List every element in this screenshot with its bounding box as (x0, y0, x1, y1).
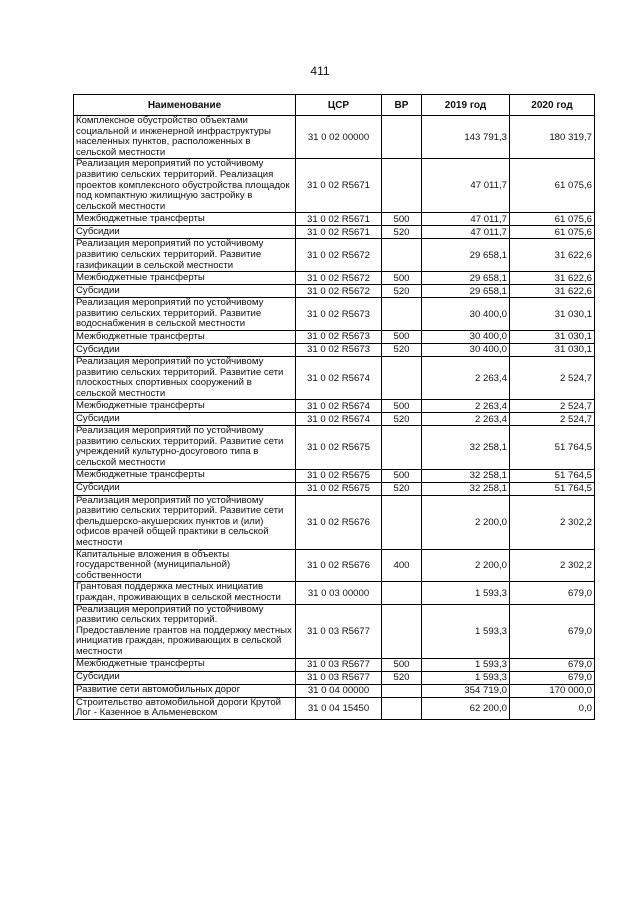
cell-2020: 51 764,5 (510, 482, 595, 495)
cell-vr: 520 (382, 482, 422, 495)
cell-csr: 31 0 02 R5671 (296, 213, 382, 226)
cell-name: Субсидии (74, 343, 296, 356)
cell-csr: 31 0 02 R5676 (296, 495, 382, 549)
cell-csr: 31 0 02 R5672 (296, 272, 382, 285)
header-2020: 2020 год (510, 95, 595, 116)
table-row (74, 671, 595, 684)
table-row (74, 469, 595, 482)
table-row (74, 495, 595, 549)
cell-vr: 520 (382, 671, 422, 684)
cell-vr (382, 356, 422, 399)
table-row (74, 343, 595, 356)
cell-vr: 520 (382, 226, 422, 239)
table-row (74, 330, 595, 343)
cell-vr (382, 159, 422, 213)
cell-csr: 31 0 02 R5672 (296, 285, 382, 298)
cell-vr: 500 (382, 469, 422, 482)
cell-2020: 2 302,2 (510, 495, 595, 549)
cell-2020: 679,0 (510, 582, 595, 604)
cell-name: Субсидии (74, 482, 296, 495)
cell-2019: 29 658,1 (422, 272, 510, 285)
table-body (74, 116, 595, 720)
cell-2020: 61 075,6 (510, 226, 595, 239)
cell-2020: 170 000,0 (510, 684, 595, 697)
cell-2019: 1 593,3 (422, 658, 510, 671)
cell-name: Субсидии (74, 226, 296, 239)
cell-name: Реализация мероприятий по устойчивому развитию сельских территорий. Реализация проектов комплексного обустройства площадок под компактную жилищную застройку в сельской местности (74, 159, 296, 213)
cell-2019: 62 200,0 (422, 697, 510, 719)
cell-csr: 31 0 02 R5672 (296, 239, 382, 272)
cell-csr: 31 0 03 R5677 (296, 671, 382, 684)
cell-vr: 400 (382, 549, 422, 582)
cell-2019: 32 258,1 (422, 469, 510, 482)
cell-2020: 51 764,5 (510, 469, 595, 482)
cell-name: Реализация мероприятий по устойчивому развитию сельских территорий. Развитие сети учреждений культурно-досугового типа в сельской местности (74, 426, 296, 469)
cell-name: Развитие сети автомобильных дорог (74, 684, 296, 697)
table-row (74, 658, 595, 671)
table-row (74, 413, 595, 426)
budget-table (73, 94, 595, 720)
table-row (74, 482, 595, 495)
cell-csr: 31 0 02 R5675 (296, 482, 382, 495)
cell-vr: 500 (382, 400, 422, 413)
cell-vr: 500 (382, 213, 422, 226)
cell-name: Межбюджетные трансферты (74, 330, 296, 343)
cell-name: Реализация мероприятий по устойчивому развитию сельских территорий. Развитие водоснабжения в сельской местности (74, 298, 296, 331)
page-number: 411 (310, 64, 330, 78)
cell-vr (382, 582, 422, 604)
cell-2020: 51 764,5 (510, 426, 595, 469)
cell-2020: 61 075,6 (510, 213, 595, 226)
table-header-row (74, 95, 595, 116)
cell-vr (382, 697, 422, 719)
cell-2019: 30 400,0 (422, 343, 510, 356)
cell-name: Субсидии (74, 671, 296, 684)
cell-csr: 31 0 04 00000 (296, 684, 382, 697)
cell-csr: 31 0 02 R5671 (296, 226, 382, 239)
cell-2019: 47 011,7 (422, 213, 510, 226)
header-name: Наименование (74, 95, 296, 116)
cell-name: Реализация мероприятий по устойчивому развитию сельских территорий. Предоставление грантов на поддержку местных инициатив граждан, проживающих в сельской местности (74, 604, 296, 658)
cell-2020: 0,0 (510, 697, 595, 719)
cell-2019: 2 263,4 (422, 413, 510, 426)
cell-2019: 2 200,0 (422, 495, 510, 549)
cell-vr: 520 (382, 285, 422, 298)
table-row (74, 684, 595, 697)
table-row (74, 356, 595, 399)
cell-2019: 32 258,1 (422, 426, 510, 469)
cell-vr (382, 426, 422, 469)
cell-2020: 180 319,7 (510, 116, 595, 159)
cell-2019: 29 658,1 (422, 239, 510, 272)
cell-csr: 31 0 02 R5673 (296, 330, 382, 343)
cell-2019: 47 011,7 (422, 226, 510, 239)
cell-2019: 354 719,0 (422, 684, 510, 697)
cell-2019: 30 400,0 (422, 298, 510, 331)
cell-name: Межбюджетные трансферты (74, 469, 296, 482)
cell-name: Строительство автомобильной дороги Крутой Лог - Казенное в Альменевском (74, 697, 296, 719)
cell-csr: 31 0 03 R5677 (296, 604, 382, 658)
cell-csr: 31 0 03 00000 (296, 582, 382, 604)
cell-csr: 31 0 02 R5674 (296, 400, 382, 413)
cell-csr: 31 0 02 R5675 (296, 469, 382, 482)
cell-2020: 2 524,7 (510, 413, 595, 426)
cell-2020: 2 302,2 (510, 549, 595, 582)
cell-name: Реализация мероприятий по устойчивому развитию сельских территорий. Развитие сети фельдшерско-акушерских пунктов и (или) офисов врачей общей практики в сельской местности (74, 495, 296, 549)
cell-vr: 500 (382, 330, 422, 343)
cell-name: Капитальные вложения в объекты государственной (муниципальной) собственности (74, 549, 296, 582)
cell-2020: 679,0 (510, 658, 595, 671)
cell-csr: 31 0 02 R5674 (296, 356, 382, 399)
cell-2019: 143 791,3 (422, 116, 510, 159)
cell-name: Реализация мероприятий по устойчивому развитию сельских территорий. Развитие газификации в сельской местности (74, 239, 296, 272)
table-row (74, 159, 595, 213)
cell-vr (382, 684, 422, 697)
cell-2020: 31 030,1 (510, 298, 595, 331)
cell-2020: 2 524,7 (510, 356, 595, 399)
cell-2020: 61 075,6 (510, 159, 595, 213)
cell-vr (382, 495, 422, 549)
table-row (74, 400, 595, 413)
table-row (74, 604, 595, 658)
cell-2019: 30 400,0 (422, 330, 510, 343)
cell-2019: 2 200,0 (422, 549, 510, 582)
table-row (74, 298, 595, 331)
cell-vr: 520 (382, 413, 422, 426)
cell-2019: 47 011,7 (422, 159, 510, 213)
cell-csr: 31 0 02 00000 (296, 116, 382, 159)
table-row (74, 697, 595, 719)
cell-vr (382, 604, 422, 658)
header-2019: 2019 год (422, 95, 510, 116)
table-row (74, 213, 595, 226)
cell-csr: 31 0 02 R5673 (296, 298, 382, 331)
cell-2020: 31 622,6 (510, 239, 595, 272)
cell-2020: 31 622,6 (510, 272, 595, 285)
cell-2019: 29 658,1 (422, 285, 510, 298)
cell-2020: 2 524,7 (510, 400, 595, 413)
cell-2020: 31 622,6 (510, 285, 595, 298)
cell-name: Субсидии (74, 413, 296, 426)
cell-vr: 520 (382, 343, 422, 356)
cell-2019: 2 263,4 (422, 356, 510, 399)
cell-2019: 1 593,3 (422, 671, 510, 684)
cell-vr (382, 239, 422, 272)
cell-name: Межбюджетные трансферты (74, 658, 296, 671)
cell-csr: 31 0 02 R5673 (296, 343, 382, 356)
cell-name: Грантовая поддержка местных инициатив граждан, проживающих в сельской местности (74, 582, 296, 604)
cell-vr: 500 (382, 272, 422, 285)
cell-2020: 679,0 (510, 604, 595, 658)
table-row (74, 426, 595, 469)
header-csr: ЦСР (296, 95, 382, 116)
cell-vr (382, 298, 422, 331)
cell-2020: 31 030,1 (510, 330, 595, 343)
cell-2020: 679,0 (510, 671, 595, 684)
header-vr: ВР (382, 95, 422, 116)
table-row (74, 582, 595, 604)
cell-name: Субсидии (74, 285, 296, 298)
cell-2019: 1 593,3 (422, 582, 510, 604)
cell-name: Межбюджетные трансферты (74, 400, 296, 413)
cell-2019: 2 263,4 (422, 400, 510, 413)
cell-csr: 31 0 02 R5674 (296, 413, 382, 426)
cell-name: Межбюджетные трансферты (74, 213, 296, 226)
cell-csr: 31 0 02 R5675 (296, 426, 382, 469)
table-row (74, 285, 595, 298)
cell-vr (382, 116, 422, 159)
table-row (74, 549, 595, 582)
cell-name: Межбюджетные трансферты (74, 272, 296, 285)
cell-2019: 1 593,3 (422, 604, 510, 658)
table-row (74, 239, 595, 272)
cell-csr: 31 0 04 15450 (296, 697, 382, 719)
cell-2020: 31 030,1 (510, 343, 595, 356)
cell-vr: 500 (382, 658, 422, 671)
table-row (74, 226, 595, 239)
cell-name: Комплексное обустройство объектами социальной и инженерной инфраструктуры населенных пунктов, расположенных в сельской местности (74, 116, 296, 159)
cell-2019: 32 258,1 (422, 482, 510, 495)
table-row (74, 116, 595, 159)
table-row (74, 272, 595, 285)
cell-csr: 31 0 02 R5676 (296, 549, 382, 582)
cell-csr: 31 0 02 R5671 (296, 159, 382, 213)
cell-name: Реализация мероприятий по устойчивому развитию сельских территорий. Развитие сети плоскостных спортивных сооружений в сельской местности (74, 356, 296, 399)
cell-csr: 31 0 03 R5677 (296, 658, 382, 671)
